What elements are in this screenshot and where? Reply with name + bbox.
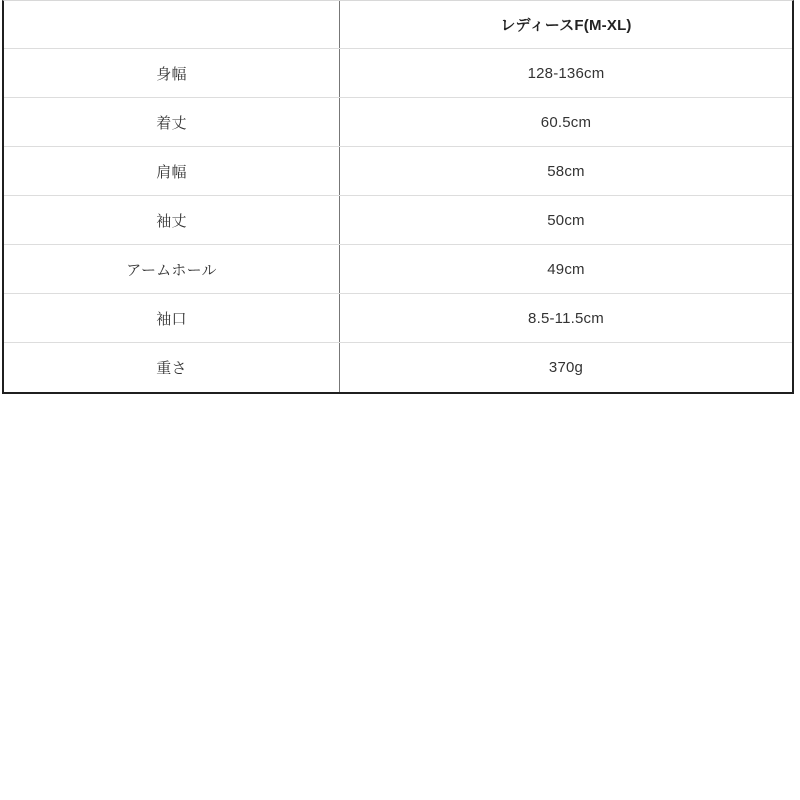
- table-row: [4, 196, 792, 245]
- row-measurement-label: 重さ: [4, 343, 340, 392]
- table-row: [4, 147, 792, 196]
- header-size-cell: レディースF(M-XL): [500, 17, 632, 34]
- table-row: [4, 343, 792, 392]
- row-measurement-value: 49cm: [547, 260, 585, 278]
- table-row: [4, 98, 792, 147]
- table-row: [4, 245, 792, 294]
- size-spec-table: [2, 0, 794, 394]
- row-measurement-value: 58cm: [547, 162, 585, 180]
- row-measurement-value: 128-136cm: [527, 64, 605, 82]
- row-measurement-value: 50cm: [547, 211, 585, 229]
- row-measurement-value: 370g: [548, 359, 584, 376]
- table-body: [4, 49, 792, 392]
- table-header-row: [4, 1, 792, 49]
- row-measurement-label: 身幅: [4, 49, 340, 97]
- row-measurement-label: アームホール: [4, 245, 340, 293]
- table-row: [4, 49, 792, 98]
- table-row: [4, 294, 792, 343]
- row-measurement-label: 肩幅: [4, 147, 340, 195]
- row-measurement-label: 袖口: [4, 294, 340, 342]
- row-measurement-value: 8.5-11.5cm: [528, 309, 604, 327]
- row-measurement-label: 袖丈: [4, 196, 340, 244]
- row-measurement-label: 着丈: [4, 98, 340, 146]
- header-label-cell: [4, 1, 340, 48]
- row-measurement-value: 60.5cm: [540, 113, 592, 131]
